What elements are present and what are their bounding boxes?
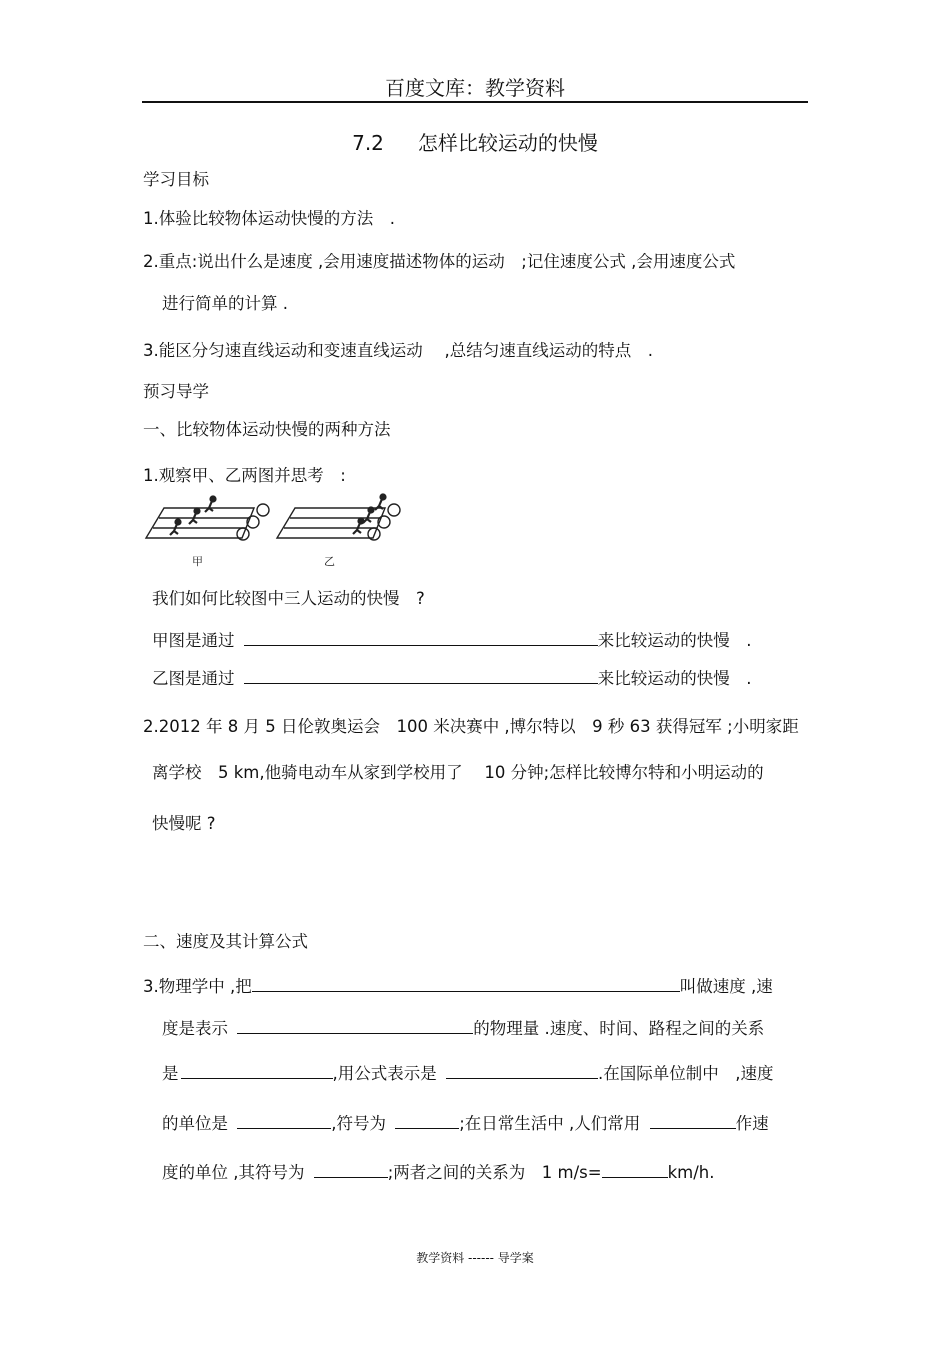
question-3-line1 — [143, 973, 773, 997]
formula-blank[interactable] — [446, 1064, 598, 1079]
figure-label-a: 甲 — [192, 555, 203, 568]
q3-line5-text-a: 度的单位 ,其符号为 — [162, 1163, 305, 1182]
speed-meaning-blank[interactable] — [237, 1019, 473, 1034]
q3-line3-text-b: ,用公式表示是 — [332, 1064, 437, 1083]
question-2-line1: 2.2012 年 8 月 5 日伦敦奥运会 100 米决赛中 ,博尔特以 9 秒 63 获得冠军 ;小明家距 — [143, 717, 799, 736]
preview-heading: 预习导学 — [143, 382, 209, 401]
answer-b-blank[interactable] — [244, 669, 598, 684]
answer-a-prefix: 甲图是通过 — [152, 631, 235, 650]
q3-line1-text-a: 3.物理学中 ,把 — [143, 977, 252, 996]
q3-line2-text-b: 的物理量 .速度、时间、路程之间的关系 — [473, 1019, 765, 1038]
q3-line3-text-a: 是 — [162, 1064, 179, 1083]
si-unit-blank[interactable] — [237, 1114, 331, 1129]
objective-2-line1: 2.重点:说出什么是速度 ,会用速度描述物体的运动 ;记住速度公式 ,会用速度公式 — [143, 252, 736, 271]
question-3-line5 — [162, 1159, 715, 1183]
question-1-ask: 我们如何比较图中三人运动的快慢 ? — [152, 589, 425, 608]
q3-line3-text-c: .在国际单位制中 ,速度 — [598, 1064, 774, 1083]
si-symbol-blank[interactable] — [395, 1114, 459, 1129]
q3-line4-text-d: 作速 — [735, 1114, 769, 1133]
page-footer: 教学资料 ------ 导学案 — [416, 1251, 534, 1265]
question-1: 1.观察甲、乙两图并思考 : — [143, 466, 346, 485]
answer-b-prefix: 乙图是通过 — [152, 669, 235, 688]
q3-line4-text-c: ;在日常生活中 ,人们常用 — [459, 1114, 641, 1133]
objective-2-line2: 进行简单的计算 . — [162, 294, 288, 313]
figure-label-b: 乙 — [324, 555, 335, 568]
document-title — [0, 127, 950, 156]
question-3-line2 — [162, 1015, 764, 1039]
objectives-heading: 学习目标 — [143, 170, 209, 189]
running-figure — [142, 490, 412, 572]
part1-heading: 一、比较物体运动快慢的两种方法 — [143, 420, 391, 439]
relation-blank[interactable] — [181, 1064, 333, 1079]
part2-heading: 二、速度及其计算公式 — [143, 932, 308, 951]
track-figure-a — [146, 497, 269, 541]
daily-unit-blank[interactable] — [650, 1114, 736, 1129]
conversion-blank[interactable] — [602, 1163, 668, 1178]
speed-definition-blank[interactable] — [252, 977, 680, 992]
question-2-line2: 离学校 5 km,他骑电动车从家到学校用了 10 分钟;怎样比较博尔特和小明运动的 — [152, 763, 764, 782]
answer-a-suffix: 来比较运动的快慢 . — [597, 631, 752, 650]
title-number: 7.2 — [352, 131, 384, 155]
daily-symbol-blank[interactable] — [314, 1163, 388, 1178]
track-figure-b — [277, 495, 400, 541]
objective-3: 3.能区分匀速直线运动和变速直线运动 ,总结匀速直线运动的特点 . — [143, 341, 653, 360]
answer-line-a — [152, 627, 752, 651]
q3-line4-text-a: 的单位是 — [162, 1114, 228, 1133]
objective-1: 1.体验比较物体运动快慢的方法 . — [143, 209, 395, 228]
q3-line2-text-a: 度是表示 — [162, 1019, 228, 1038]
q3-line5-text-b: ;两者之间的关系为 1 m/s= — [387, 1163, 602, 1182]
q3-line4-text-b: ,符号为 — [331, 1114, 386, 1133]
title-text: 怎样比较运动的快慢 — [417, 131, 598, 155]
question-2-line3: 快慢呢 ? — [152, 814, 216, 833]
header-divider — [142, 101, 808, 103]
question-3-line3 — [162, 1060, 774, 1084]
answer-line-b — [152, 665, 752, 689]
answer-b-suffix: 来比较运动的快慢 . — [597, 669, 752, 688]
question-3-line4 — [162, 1110, 769, 1134]
q3-line5-text-c: km/h. — [667, 1163, 715, 1182]
q3-line1-text-b: 叫做速度 ,速 — [679, 977, 773, 996]
answer-a-blank[interactable] — [244, 631, 598, 646]
header-title: 百度文库：教学资料 — [385, 76, 565, 100]
